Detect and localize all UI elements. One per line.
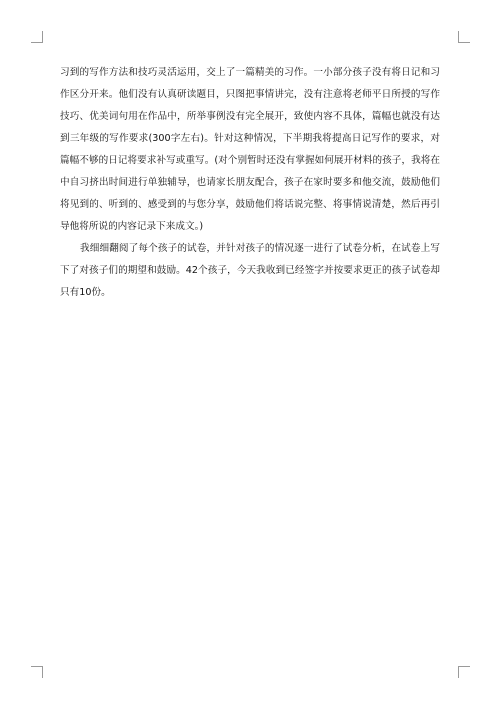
crop-mark-bottom-left xyxy=(31,666,43,678)
crop-mark-bottom-right xyxy=(458,666,470,678)
paragraph-1: 习到的写作方法和技巧灵活运用，交上了一篇精美的习作。一小部分孩子没有将日记和习作区分开来。他们没有认真研读题目，只图把事情讲完，没有注意将老师平日所授的写作技巧、优美词句用在作品中，所举事例没有完全展开，致使内容不具体，篇幅也就没有达到三年级的写作要求(300字左右)。针对这种情况，下半期我将提高日记写作的要求，对篇幅不够的日记将要求补写或重写。(对个别暂时还没有掌握如何展开材料的孩子，我将在中自习挤出时间进行单独辅导，也请家长朋友配合，孩子在家时要多和他交流，鼓励他们将见到的、听到的、感受到的与您分享，鼓励他们将话说完整、将事情说清楚，然后再引导他将所说的内容记录下来成文。) xyxy=(60,67,440,232)
paragraph-2: 我细细翻阅了每个孩子的试卷，并针对孩子的情况逐一进行了试卷分析，在试卷上写下了对孩子们的期望和鼓励。42个孩子，今天我收到已经签字并按要求更正的孩子试卷却只有10份。 xyxy=(60,243,440,298)
crop-mark-top-right xyxy=(458,31,470,43)
crop-mark-top-left xyxy=(31,31,43,43)
document-body xyxy=(60,62,440,304)
